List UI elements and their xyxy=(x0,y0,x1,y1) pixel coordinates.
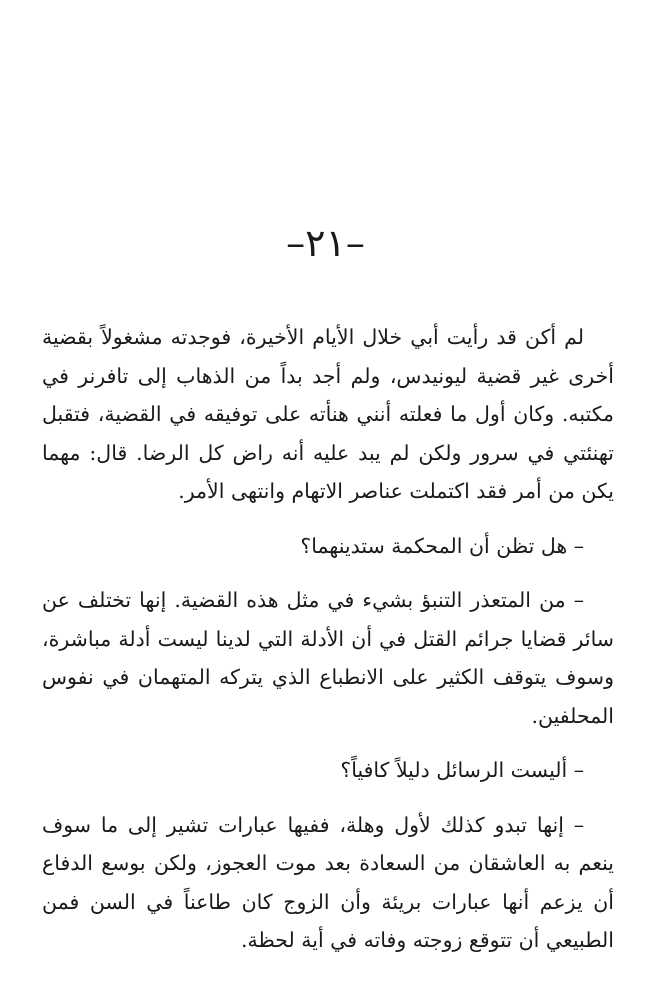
body-text xyxy=(42,318,614,960)
paragraph-5: – إنها تبدو كذلك لأول وهلة، ففيها عبارات تشير إلى ما سوف ينعم به العاشقان من السعادة بعد موت العجوز، ولكن بوسع الدفاع أن يزعم أنها عبارات بريئة وأن الزوج كان طاعناً في السن فمن الطبيعي أن تتوقع زوجته وفاته في أية لحظة. xyxy=(42,812,614,952)
chapter-number: –٢١– xyxy=(286,221,365,265)
paragraph-3: – من المتعذر التنبؤ بشيء في مثل هذه القضية. إنها تختلف عن سائر قضايا جرائم القتل في أن الأدلة التي لدينا ليست أدلة مباشرة، وسوف يتوقف الكثير على الانطباع الذي يتركه المتهمان في نفوس المحلفين. xyxy=(42,588,614,728)
paragraph-4: – أليست الرسائل دليلاً كافياً؟ xyxy=(340,758,584,782)
paragraph-1: لم أكن قد رأيت أبي خلال الأيام الأخيرة، فوجدته مشغولاً بقضية أخرى غير قضية ليونيدس، ولم أجد بداً من الذهاب إلى تافرنر في مكتبه. وكان أول ما فعلته أنني هنأته على توفيقه في القضية، فتقبل تهنئتي في سرور ولكن لم يبد عليه أنه راض كل الرضا. قال: مهما يكن من أمر فقد اكتملت عناصر الاتهام وانتهى الأمر. xyxy=(42,325,614,503)
paragraph-2: – هل تظن أن المحكمة ستدينهما؟ xyxy=(300,533,584,558)
